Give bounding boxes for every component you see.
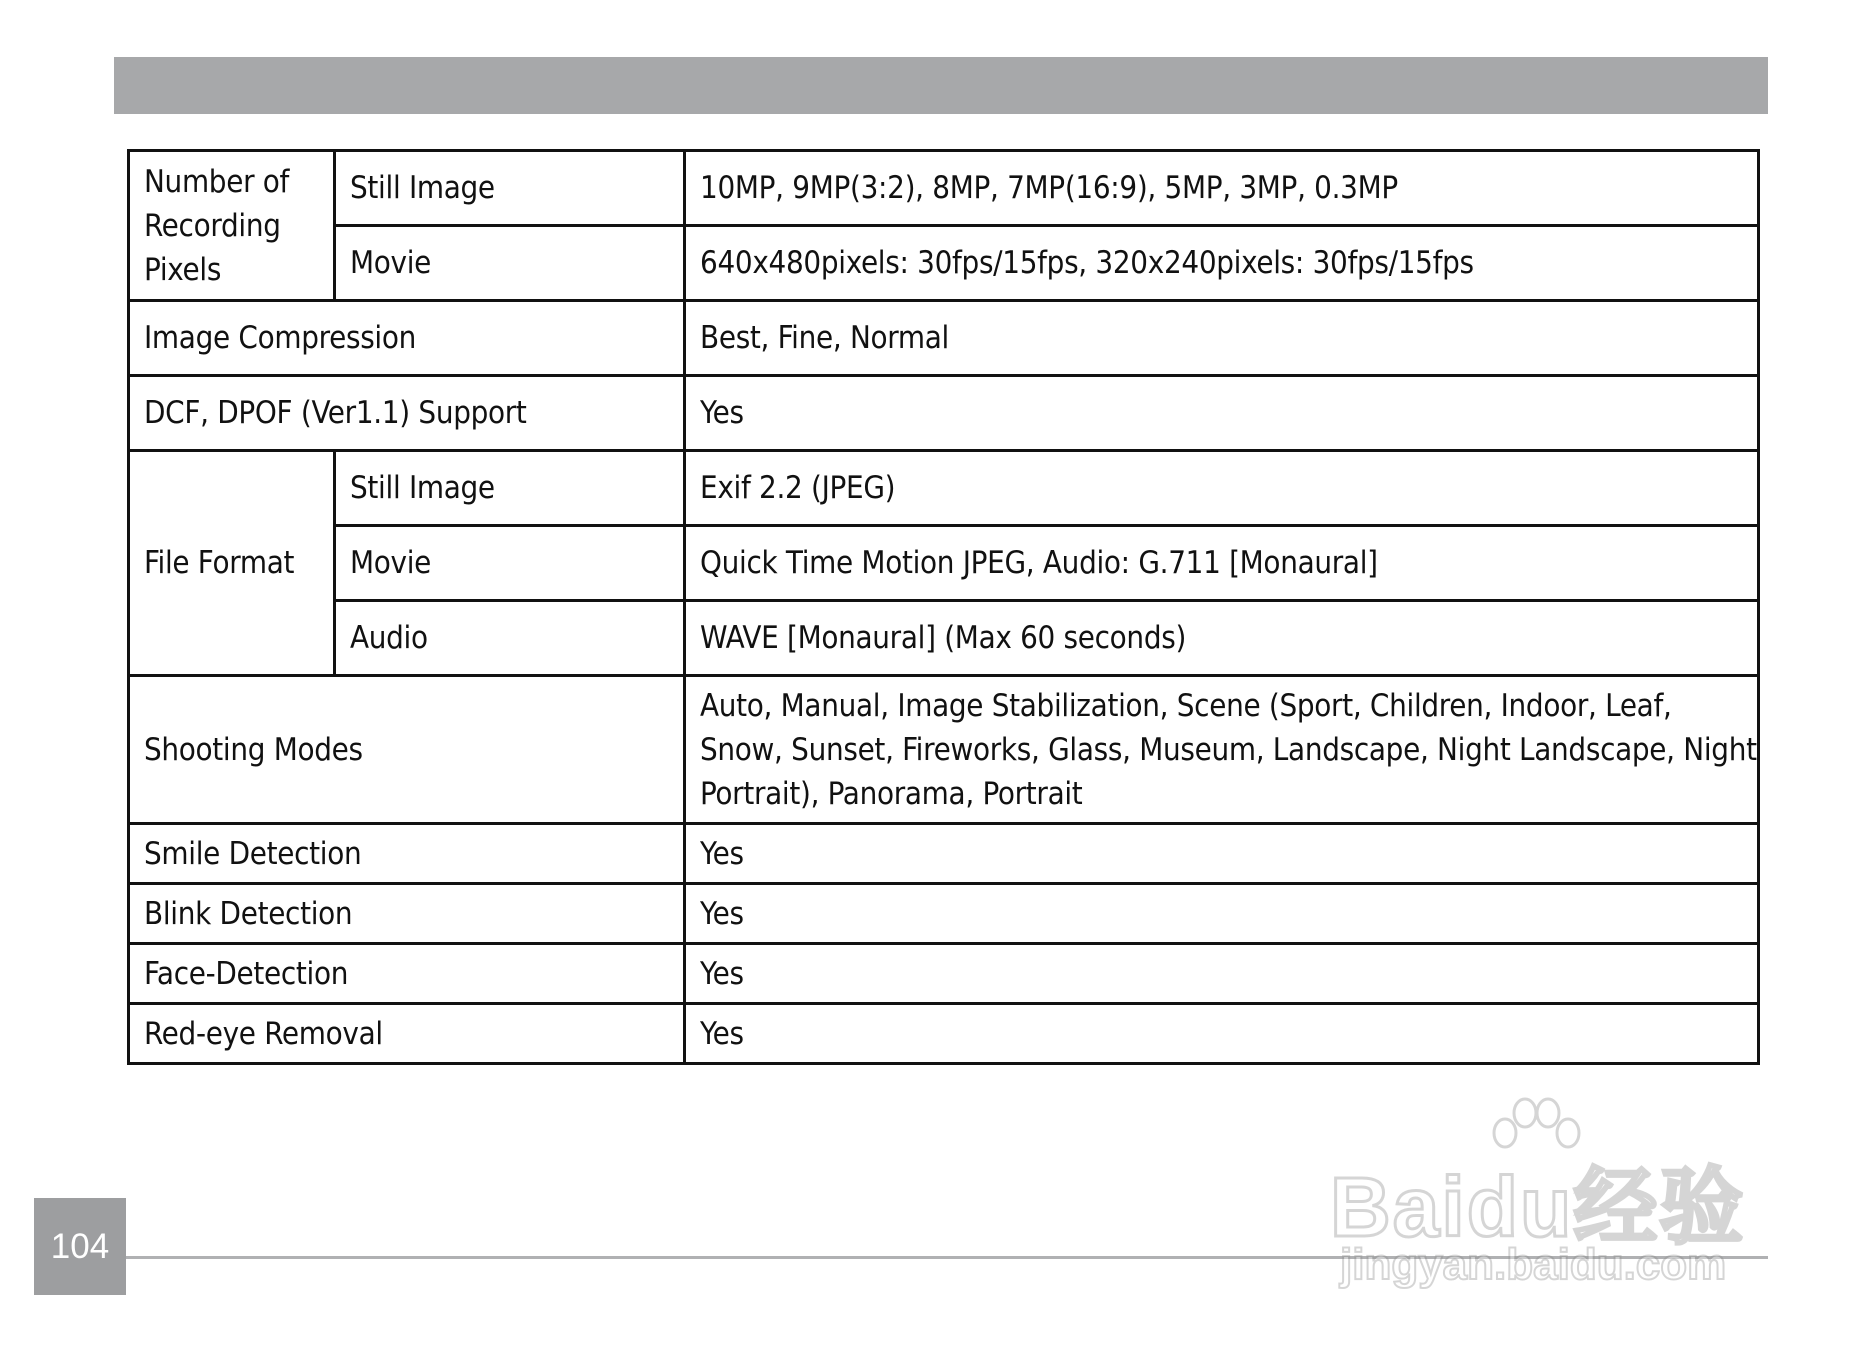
label-recording-pixels: Number of Recording Pixels [129,151,335,301]
sub-still-image: Still Image [335,451,685,526]
value-shooting-modes: Auto, Manual, Image Stabilization, Scene (Sport, Children, Indoor, Leaf, Snow, Sunset, Fireworks, Glass, Museum, Landscape, Night Landscape, Night Portrait), Panorama, Portrait [685,676,1759,824]
watermark [1330,1095,1770,1295]
value-file-format-still: Exif 2.2 (JPEG) [685,451,1759,526]
value-image-compression: Best, Fine, Normal [685,301,1759,376]
label-red-eye-removal: Red-eye Removal [129,1004,685,1064]
sub-still-image: Still Image [335,151,685,226]
label-blink-detection: Blink Detection [129,884,685,944]
table-row [129,151,1759,226]
table-row [129,944,1759,1004]
value-dcf-dpof: Yes [685,376,1759,451]
header-bar [114,57,1768,114]
value-still-image-pixels: 10MP, 9MP(3:2), 8MP, 7MP(16:9), 5MP, 3MP, 0.3MP [685,151,1759,226]
label-smile-detection: Smile Detection [129,824,685,884]
label-image-compression: Image Compression [129,301,685,376]
value-file-format-movie: Quick Time Motion JPEG, Audio: G.711 [Monaural] [685,526,1759,601]
table-row [129,601,1759,676]
sub-audio: Audio [335,601,685,676]
table-row [129,824,1759,884]
table-row [129,526,1759,601]
page-number: 104 [34,1198,126,1295]
table-row [129,676,1759,824]
value-face-detection: Yes [685,944,1759,1004]
table-row [129,884,1759,944]
value-red-eye-removal: Yes [685,1004,1759,1064]
watermark-sub: jingyan.baidu.com [1340,1240,1727,1289]
table-row [129,451,1759,526]
value-file-format-audio: WAVE [Monaural] (Max 60 seconds) [685,601,1759,676]
label-file-format: File Format [129,451,335,676]
sub-movie: Movie [335,526,685,601]
spec-table [127,149,1760,1065]
table-row [129,376,1759,451]
value-movie-pixels: 640x480pixels: 30fps/15fps, 320x240pixels: 30fps/15fps [685,226,1759,301]
table-row [129,226,1759,301]
value-smile-detection: Yes [685,824,1759,884]
table-row [129,301,1759,376]
label-shooting-modes: Shooting Modes [129,676,685,824]
label-dcf-dpof: DCF, DPOF (Ver1.1) Support [129,376,685,451]
table-row [129,1004,1759,1064]
watermark-main: Baidu经验 [1330,1160,1746,1254]
value-blink-detection: Yes [685,884,1759,944]
sub-movie: Movie [335,226,685,301]
label-face-detection: Face-Detection [129,944,685,1004]
